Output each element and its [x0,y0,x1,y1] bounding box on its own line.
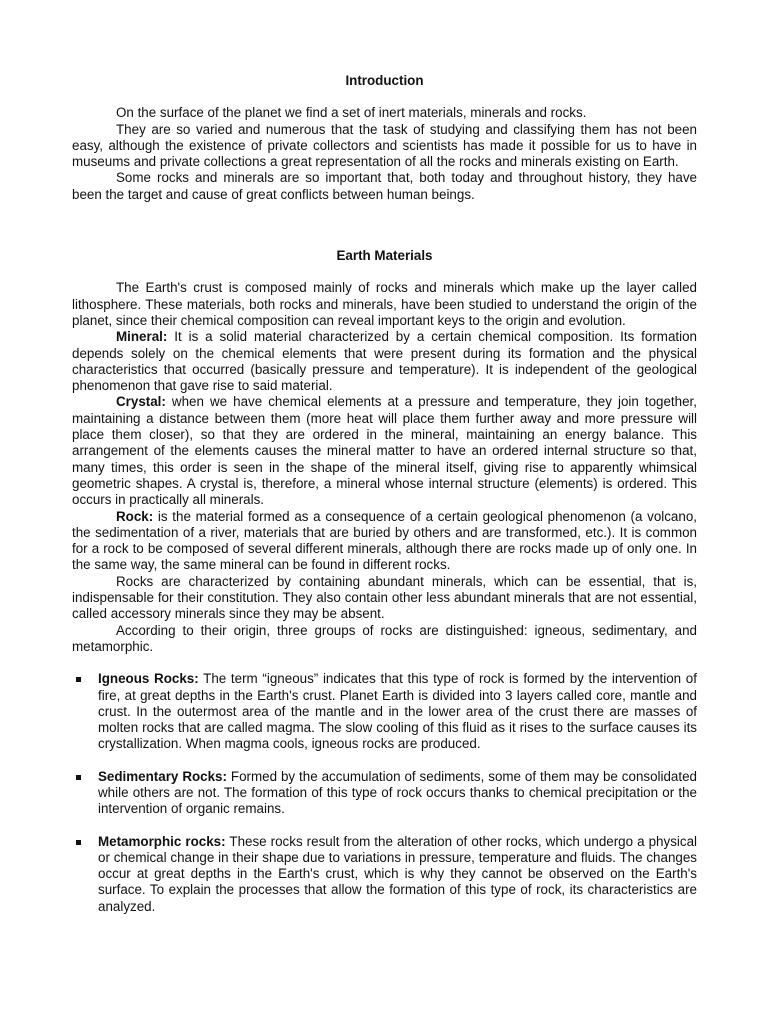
intro-paragraph-2: They are so varied and numerous that the task of studying and classifying them has not been easy, although the existence of private collectors and scientists has made it possible for us to have in museums and private collections a great representation of all the rocks and minerals existing on Earth. [72,121,697,170]
list-item-igneous [72,671,697,752]
rocks-characteristics-paragraph: Rocks are characterized by containing abundant minerals, which can be essential, that is, indispensable for their constitution. They also contain other less abundant minerals that are not essential, called accessory minerals since they may be absent. [72,573,697,622]
list-item-sedimentary [72,769,697,818]
list-item-metamorphic [72,834,697,915]
earth-paragraph-crust: The Earth's crust is composed mainly of rocks and minerals which make up the layer called lithosphere. These materials, both rocks and minerals, have been studied to understand the origin of the planet, since their chemical composition can reveal important keys to the origin and evolution. [72,280,697,328]
mineral-term: Mineral: [116,329,168,345]
intro-paragraph-1: On the surface of the planet we find a set of inert materials, minerals and rocks. [116,105,587,121]
intro-heading: Introduction [345,73,424,88]
square-bullet-icon [76,840,81,845]
earth-materials-heading: Earth Materials [336,248,433,264]
square-bullet-icon [76,677,81,682]
rocks-origin-paragraph: According to their origin, three groups of rocks are distinguished: igneous, sedimentary, and metamorphic. [72,622,697,654]
rock-definition [72,509,697,574]
mineral-text: It is a solid material characterized by a certain chemical composition. Its formation depends solely on the chemical elements that were present during its formation and the physical characteristics that occurred (basically pressure and temperature). It is independent of the geological phenomenon that gave rise to said material. [72,329,697,394]
igneous-text: The term “igneous” indicates that this type of rock is formed by the intervention of fire, at great depths in the Earth's crust. Planet Earth is divided into 3 layers called core, mantle and crust. In the outermost area of the mantle and in the lower area of the crust there are masses of molten rocks that are called magma. The slow cooling of this fluid as it rises to the surface causes its crystallization. When magma cools, igneous rocks are produced. [98,671,697,752]
mineral-definition [72,329,697,394]
crystal-definition [72,394,697,508]
crystal-term: Crystal: [116,394,166,410]
rock-text: is the material formed as a consequence of a certain geological phenomenon (a volcano, the sedimentation of a river, materials that are buried by others and are transformed, etc.). It is common for a rock to be composed of several different minerals, although there are rocks made up of only one. In the same way, the same mineral can be found in different rocks. [72,508,697,573]
metamorphic-text: These rocks result from the alteration of other rocks, which undergo a physical or chemical change in their shape due to variations in pressure, temperature and fluids. The changes occur at great depths in the Earth's crust, which is why they cannot be observed on the Earth's surface. To explain the processes that allow the formation of this type of rock, its characteristics are analyzed. [98,833,697,914]
square-bullet-icon [76,775,81,780]
rock-types-list [72,671,697,915]
intro-paragraph-3: Some rocks and minerals are so important that, both today and throughout history, they have been the target and cause of great conflicts between human beings. [72,170,697,202]
sedimentary-term: Sedimentary Rocks: [98,768,227,784]
metamorphic-term: Metamorphic rocks: [98,833,226,849]
sedimentary-text: Formed by the accumulation of sediments, some of them may be consolidated while others are not. The formation of this type of rock occurs thanks to chemical precipitation or the intervention of organic remains. [98,768,697,817]
crystal-text: when we have chemical elements at a pressure and temperature, they join together, maintaining a distance between them (more heat will place them further away and more pressure will place them closer), so that they are ordered in the mineral, maintaining an energy balance. This arrangement of the elements causes the mineral matter to have an ordered internal structure so that, many times, this order is seen in the shape of the mineral itself, giving rise to apparently whimsical geometric shapes. A crystal is, therefore, a mineral whose internal structure (elements) is ordered. This occurs in practically all minerals. [72,394,697,508]
igneous-term: Igneous Rocks: [98,671,199,687]
document-body [72,73,697,931]
rock-term: Rock: [116,508,154,524]
